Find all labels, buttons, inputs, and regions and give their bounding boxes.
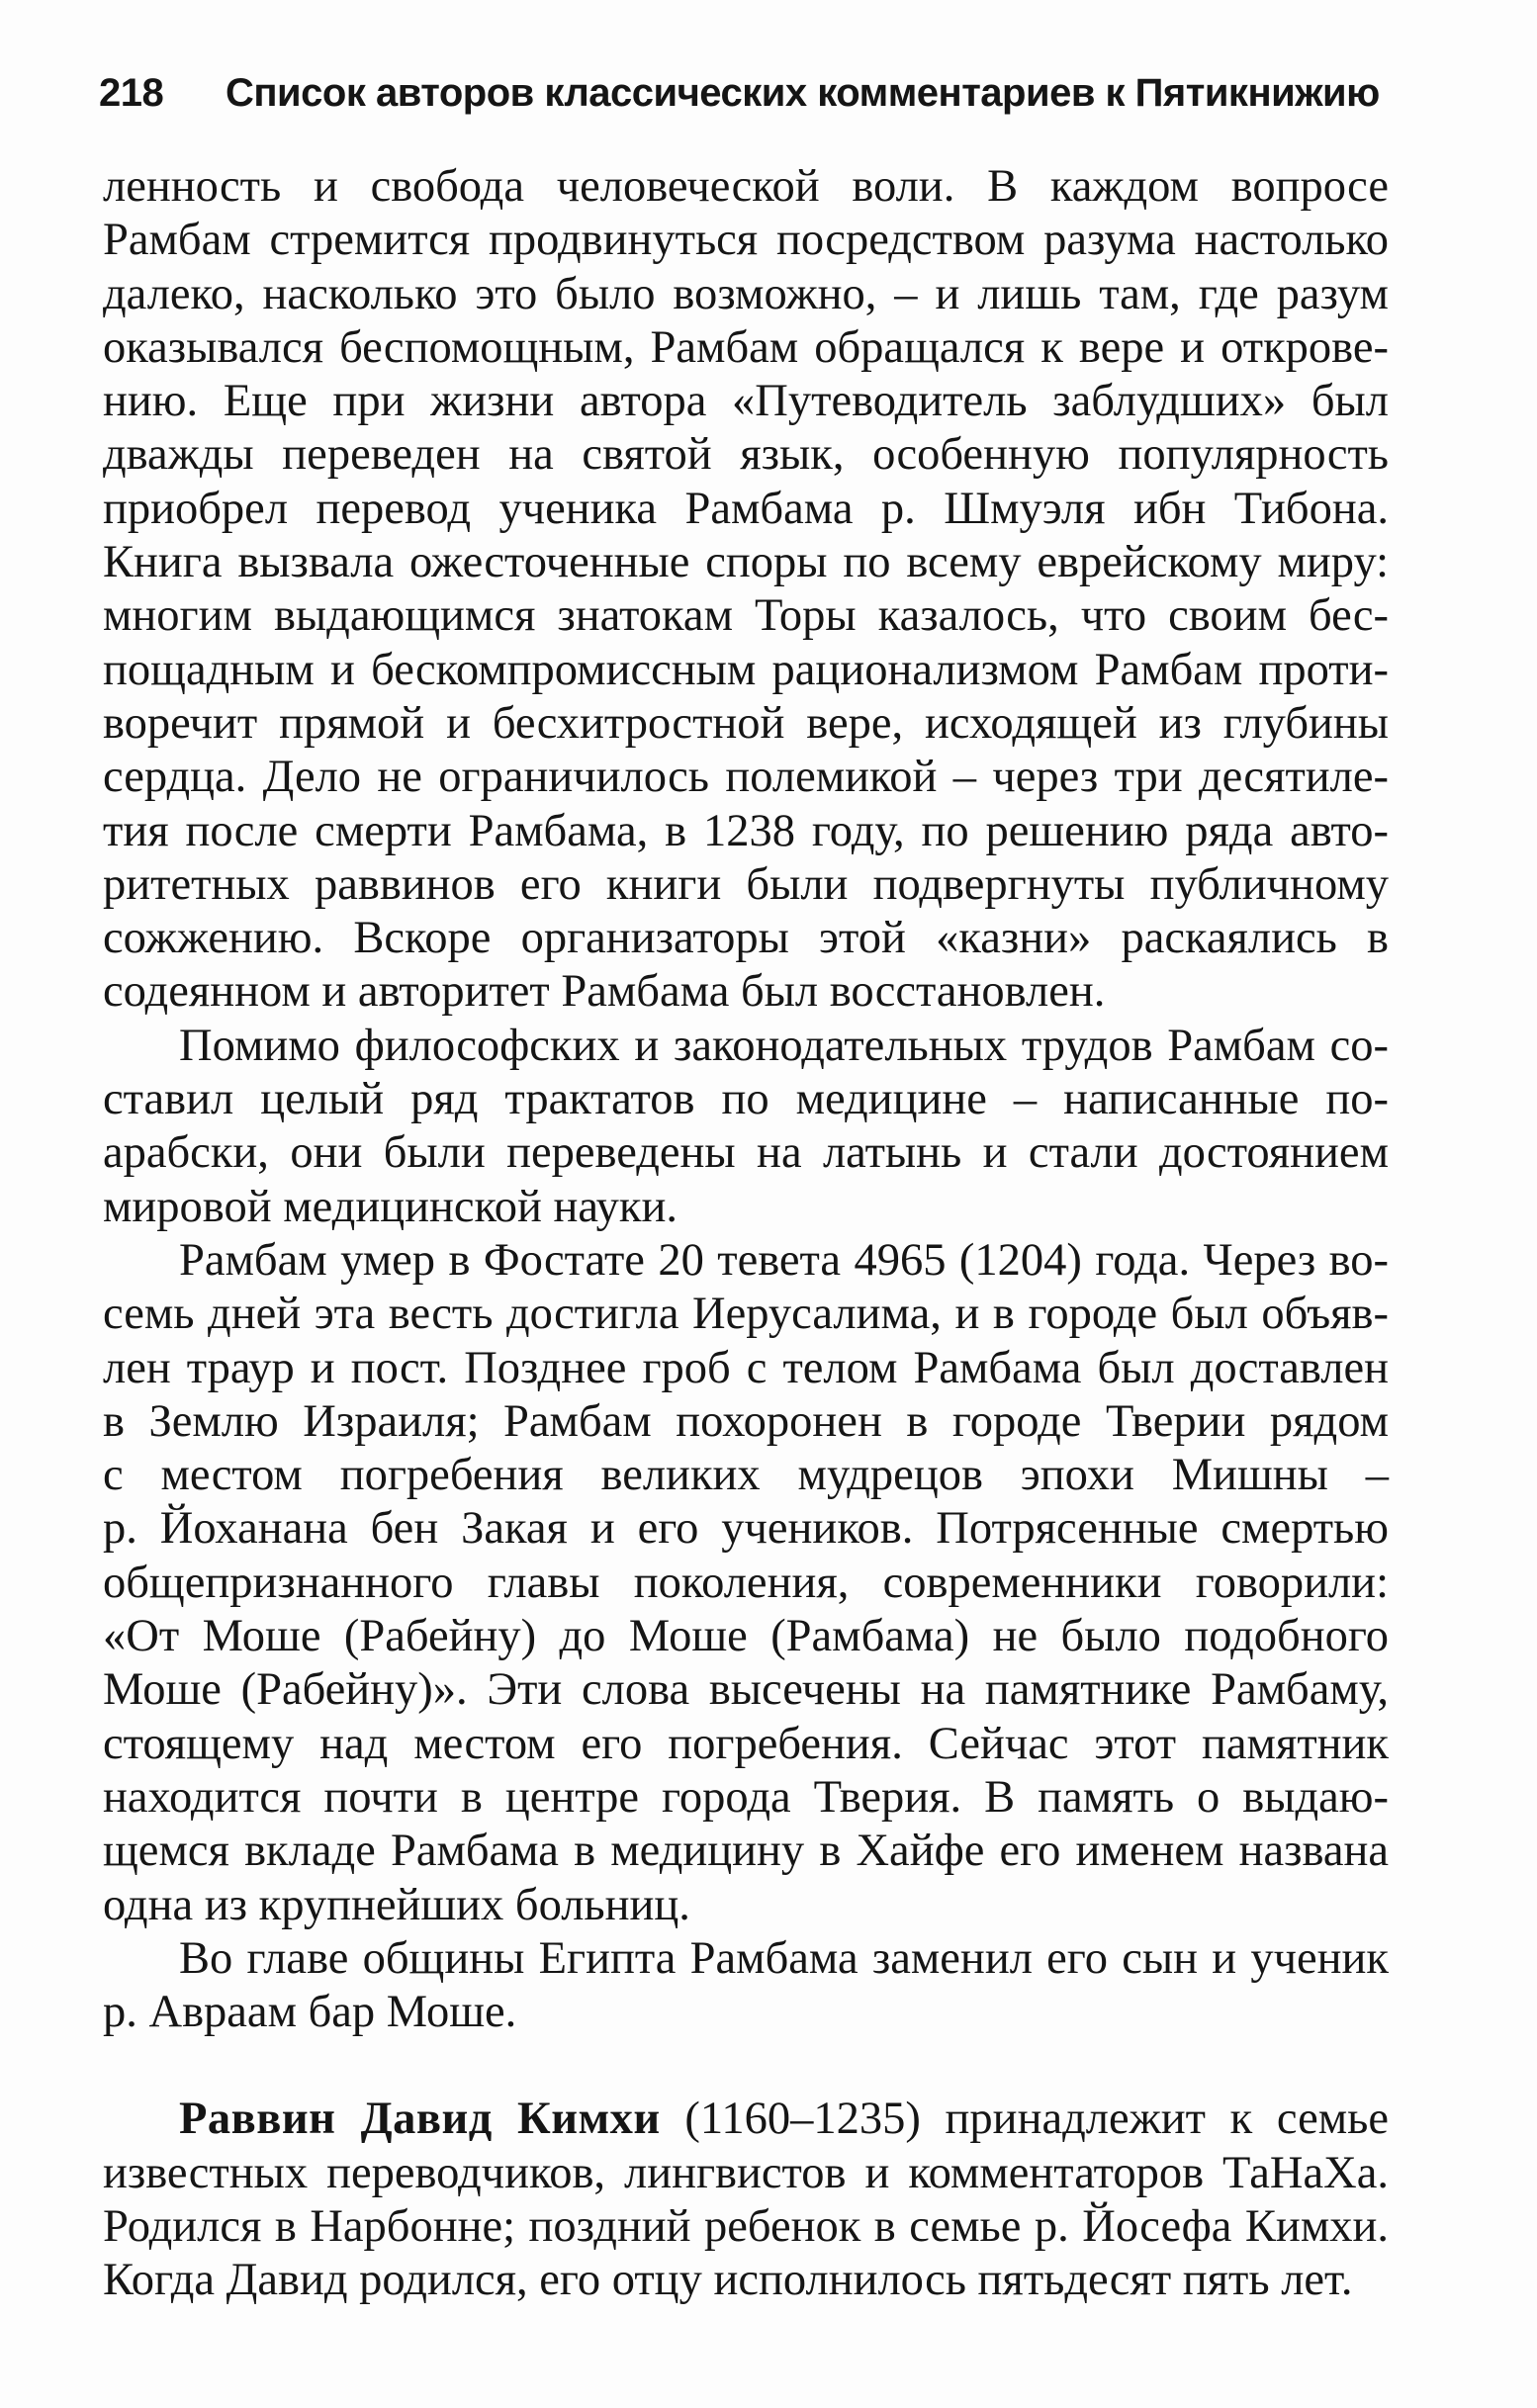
- text-line: щемся вкладе Рамбама в медицину в Хайфе его именем названа: [103, 1826, 1389, 1877]
- paragraph-death: [103, 1234, 1389, 1932]
- author-name: Раввин Давид Кимхи: [179, 2094, 661, 2145]
- running-title: Список авторов классических комментариев к Пятикнижию: [226, 71, 1380, 115]
- text-line: Когда Давид родился, его отцу исполнилось пятьдесят пять лет.: [103, 2255, 1353, 2306]
- text-line: сердца. Дело не ограничилось полемикой – через три десятиле-: [103, 752, 1389, 803]
- text-line: Помимо философских и законодательных трудов Рамбам со-: [179, 1020, 1389, 1071]
- text-line: [103, 2093, 1389, 2146]
- text-line: лен траур и пост. Позднее гроб с телом Рамбама был доставлен: [103, 1342, 1389, 1393]
- paragraph-successor: [103, 1932, 1389, 2040]
- author-dates-text: (1160–1235) принадлежит к семье: [660, 2094, 1389, 2145]
- text-line: «От Моше (Рабейну) до Моше (Рамбама) не было подобного: [103, 1611, 1389, 1662]
- author-entry-kimhi: [103, 2093, 1389, 2307]
- text-line: ритетных раввинов его книги были подвергнуты публичному: [103, 858, 1389, 910]
- text-line: арабски, они были переведены на латынь и стали достоянием: [103, 1127, 1389, 1179]
- text-line: Родился в Нарбонне; поздний ребенок в семье р. Йосефа Кимхи.: [103, 2200, 1389, 2252]
- text-line: известных переводчиков, лингвистов и комментаторов ТаНаХа.: [103, 2147, 1389, 2198]
- text-line: приобрел перевод ученика Рамбама р. Шмуэля ибн Тибона.: [103, 483, 1389, 534]
- text-line: сожжению. Вскоре организаторы этой «казни» раскаялись в: [103, 913, 1389, 964]
- body-text: [103, 160, 1389, 2308]
- text-line: далеко, насколько это было возможно, – и лишь там, где разум: [103, 268, 1389, 319]
- paragraph-medicine: [103, 1020, 1389, 1234]
- text-line: оказывался беспомощным, Рамбам обращался к вере и открове-: [103, 321, 1389, 373]
- text-line: Книга вызвала ожесточенные споры по всему еврейскому миру:: [103, 537, 1389, 588]
- text-line: с местом погребения великих мудрецов эпохи Мишны –: [103, 1450, 1389, 1501]
- text-line: Рамбам умер в Фостате 20 тевета 4965 (1204) года. Через во-: [179, 1234, 1389, 1286]
- text-line: дважды переведен на святой язык, особенную популярность: [103, 429, 1389, 481]
- text-line: семь дней эта весть достигла Иерусалима, и в городе был объяв-: [103, 1289, 1389, 1340]
- text-line: Во главе общины Египта Рамбама заменил его сын и ученик: [179, 1932, 1389, 1984]
- text-line: Моше (Рабейну)». Эти слова высечены на памятнике Рамбаму,: [103, 1664, 1389, 1716]
- text-line: в Землю Израиля; Рамбам похоронен в городе Тверии рядом: [103, 1395, 1389, 1447]
- text-line: ленность и свобода человеческой воли. В каждом вопросе: [103, 161, 1389, 212]
- text-line: одна из крупнейших больниц.: [103, 1879, 690, 1930]
- text-line: мировой медицинской науки.: [103, 1181, 678, 1232]
- text-line: тия после смерти Рамбама, в 1238 году, по решению ряда авто-: [103, 805, 1389, 856]
- paragraph-continuation: [103, 160, 1389, 1020]
- text-line: находится почти в центре города Тверия. В память о выдаю-: [103, 1771, 1389, 1823]
- text-line: общепризнанного главы поколения, современники говорили:: [103, 1557, 1389, 1608]
- text-line: р. Йоханана бен Закая и его учеников. Потрясенные смертью: [103, 1503, 1389, 1555]
- text-line: содеянном и авторитет Рамбама был восстановлен.: [103, 966, 1106, 1018]
- text-line: стоящему над местом его погребения. Сейчас этот памятник: [103, 1718, 1389, 1769]
- text-line: ставил целый ряд трактатов по медицине – написанные по-: [103, 1074, 1389, 1125]
- text-line: Рамбам стремится продвинуться посредством разума настолько: [103, 215, 1389, 266]
- text-line: р. Авраам бар Моше.: [103, 1987, 517, 2038]
- text-line: воречит прямой и бесхитростной вере, исходящей из глубины: [103, 697, 1389, 749]
- text-line: нию. Еще при жизни автора «Путеводитель заблудших» был: [103, 376, 1389, 427]
- text-line: пощадным и бескомпромиссным рационализмом Рамбам проти-: [103, 644, 1389, 695]
- text-line: многим выдающимся знатокам Торы казалось, что своим бес-: [103, 590, 1389, 642]
- page-number: 218: [99, 71, 164, 115]
- running-header: [99, 65, 1385, 121]
- section-gap: [103, 2039, 1389, 2093]
